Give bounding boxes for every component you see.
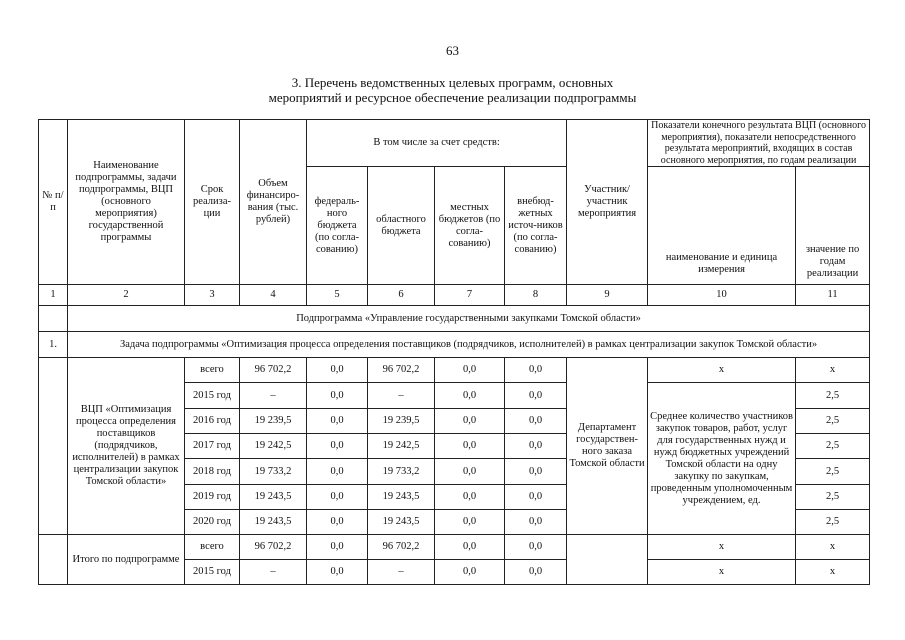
header-volume: Объем финансиро-вания (тыс. рублей) xyxy=(240,120,307,285)
term-cell: всего xyxy=(185,358,240,383)
indicator-value-cell: 2,5 xyxy=(796,434,870,459)
extra-cell: 0,0 xyxy=(505,383,567,409)
header-regional: областного бюджета xyxy=(368,167,435,285)
task-text: Задача подпрограммы «Оптимизация процесса определения поставщиков (подрядчиков, исполнителей) в рамках централизации закупок Томской области» xyxy=(68,332,870,358)
term-cell: 2016 год xyxy=(185,409,240,434)
header-extra: внебюд-жетных источ-ников (по согла-сованию) xyxy=(505,167,567,285)
regional-cell: 19 243,5 xyxy=(368,485,435,510)
volume-cell: 96 702,2 xyxy=(240,358,307,383)
federal-cell: 0,0 xyxy=(307,459,368,485)
indicator-value-cell: х xyxy=(796,358,870,383)
header-indicator-name: наименование и единица измерения xyxy=(648,167,796,285)
header-term: Срок реализа-ции xyxy=(185,120,240,285)
document-title xyxy=(0,75,905,105)
federal-cell: 0,0 xyxy=(307,383,368,409)
total-row xyxy=(39,535,870,560)
indicator-value-cell: 2,5 xyxy=(796,510,870,535)
term-cell: 2015 год xyxy=(185,383,240,409)
term-cell: 2018 год xyxy=(185,459,240,485)
indicator-value-cell: 2,5 xyxy=(796,485,870,510)
local-cell: 0,0 xyxy=(435,358,505,383)
regional-cell: 96 702,2 xyxy=(368,535,435,560)
header-indicator-value: значение по годам реализации xyxy=(796,167,870,285)
federal-cell: 0,0 xyxy=(307,409,368,434)
federal-cell: 0,0 xyxy=(307,434,368,459)
page-number: 63 xyxy=(446,43,459,58)
term-cell: 2019 год xyxy=(185,485,240,510)
extra-cell: 0,0 xyxy=(505,459,567,485)
extra-cell: 0,0 xyxy=(505,358,567,383)
regional-cell: 19 242,5 xyxy=(368,434,435,459)
volume-cell: 19 242,5 xyxy=(240,434,307,459)
volume-cell: – xyxy=(240,560,307,585)
vcp-name: ВЦП «Оптимизация процесса определения поставщиков (подрядчиков, исполнителей) в рамках централизации закупок Томской области» xyxy=(68,358,185,535)
indicator-name-cell: х xyxy=(648,560,796,585)
col-number: 7 xyxy=(435,285,505,306)
regional-cell: 96 702,2 xyxy=(368,358,435,383)
extra-cell: 0,0 xyxy=(505,409,567,434)
volume-cell: 19 239,5 xyxy=(240,409,307,434)
col-number: 1 xyxy=(39,285,68,306)
col-number: 11 xyxy=(796,285,870,306)
header-local: местных бюджетов (по согла-сованию) xyxy=(435,167,505,285)
column-numbers-row xyxy=(39,285,870,306)
term-cell: 2015 год xyxy=(185,560,240,585)
col-number: 3 xyxy=(185,285,240,306)
col-number: 4 xyxy=(240,285,307,306)
header-sources-group: В том числе за счет средств: xyxy=(307,120,567,167)
regional-cell: 19 243,5 xyxy=(368,510,435,535)
federal-cell: 0,0 xyxy=(307,485,368,510)
volume-cell: 19 243,5 xyxy=(240,510,307,535)
federal-cell: 0,0 xyxy=(307,560,368,585)
vcp-indicator-name: Среднее количество участников закупок товаров, работ, услуг для государственных нужд и нужд бюджетных учреждений Томской области на одну закупку по закупкам, проведенным уполномоченным учреждением, ед. xyxy=(648,383,796,535)
regional-cell: – xyxy=(368,383,435,409)
col-number: 10 xyxy=(648,285,796,306)
regional-cell: – xyxy=(368,560,435,585)
subprogram-title: Подпрограмма «Управление государственными закупками Томской области» xyxy=(68,306,870,332)
col-number: 9 xyxy=(567,285,648,306)
task-row xyxy=(39,332,870,358)
indicator-value-cell: х xyxy=(796,560,870,585)
header-participant: Участник/ участник мероприятия xyxy=(567,120,648,285)
regional-cell: 19 239,5 xyxy=(368,409,435,434)
local-cell: 0,0 xyxy=(435,560,505,585)
col-number: 2 xyxy=(68,285,185,306)
extra-cell: 0,0 xyxy=(505,434,567,459)
local-cell: 0,0 xyxy=(435,434,505,459)
col-number: 5 xyxy=(307,285,368,306)
volume-cell: 19 733,2 xyxy=(240,459,307,485)
task-number: 1. xyxy=(39,332,68,358)
vcp-participant: Департамент государствен-ного заказа Томской области xyxy=(567,358,648,535)
local-cell: 0,0 xyxy=(435,485,505,510)
indicator-value-cell: 2,5 xyxy=(796,459,870,485)
title-line-1: 3. Перечень ведомственных целевых программ, основных xyxy=(291,75,614,90)
federal-cell: 0,0 xyxy=(307,510,368,535)
indicator-value-cell: 2,5 xyxy=(796,409,870,434)
header-federal: федераль-ного бюджета (по согла-сованию) xyxy=(307,167,368,285)
extra-cell: 0,0 xyxy=(505,535,567,560)
regional-cell: 19 733,2 xyxy=(368,459,435,485)
volume-cell: 96 702,2 xyxy=(240,535,307,560)
header-row-1 xyxy=(39,120,870,167)
local-cell: 0,0 xyxy=(435,510,505,535)
indicator-name-cell: х xyxy=(648,358,796,383)
local-cell: 0,0 xyxy=(435,383,505,409)
header-num: № п/п xyxy=(39,120,68,285)
term-cell: 2020 год xyxy=(185,510,240,535)
title-line-2: мероприятий и ресурсное обеспечение реализации подпрограммы xyxy=(268,90,637,105)
col-number: 6 xyxy=(368,285,435,306)
volume-cell: 19 243,5 xyxy=(240,485,307,510)
term-cell: всего xyxy=(185,535,240,560)
federal-cell: 0,0 xyxy=(307,535,368,560)
total-name: Итого по подпрограмме xyxy=(68,535,185,585)
extra-cell: 0,0 xyxy=(505,485,567,510)
indicator-value-cell: х xyxy=(796,535,870,560)
extra-cell: 0,0 xyxy=(505,510,567,535)
local-cell: 0,0 xyxy=(435,409,505,434)
extra-cell: 0,0 xyxy=(505,560,567,585)
program-table xyxy=(38,119,870,585)
local-cell: 0,0 xyxy=(435,459,505,485)
federal-cell: 0,0 xyxy=(307,358,368,383)
local-cell: 0,0 xyxy=(435,535,505,560)
vcp-row xyxy=(39,358,870,383)
volume-cell: – xyxy=(240,383,307,409)
header-name: Наименование подпрограммы, задачи подпрограммы, ВЦП (основного мероприятия) государственной программы xyxy=(68,120,185,285)
subprogram-row xyxy=(39,306,870,332)
header-indicators-group: Показатели конечного результата ВЦП (основного мероприятия), показатели непосредственного результата мероприятий, входящих в состав основного мероприятия, по годам реализации xyxy=(648,120,870,167)
col-number: 8 xyxy=(505,285,567,306)
indicator-value-cell: 2,5 xyxy=(796,383,870,409)
term-cell: 2017 год xyxy=(185,434,240,459)
indicator-name-cell: х xyxy=(648,535,796,560)
